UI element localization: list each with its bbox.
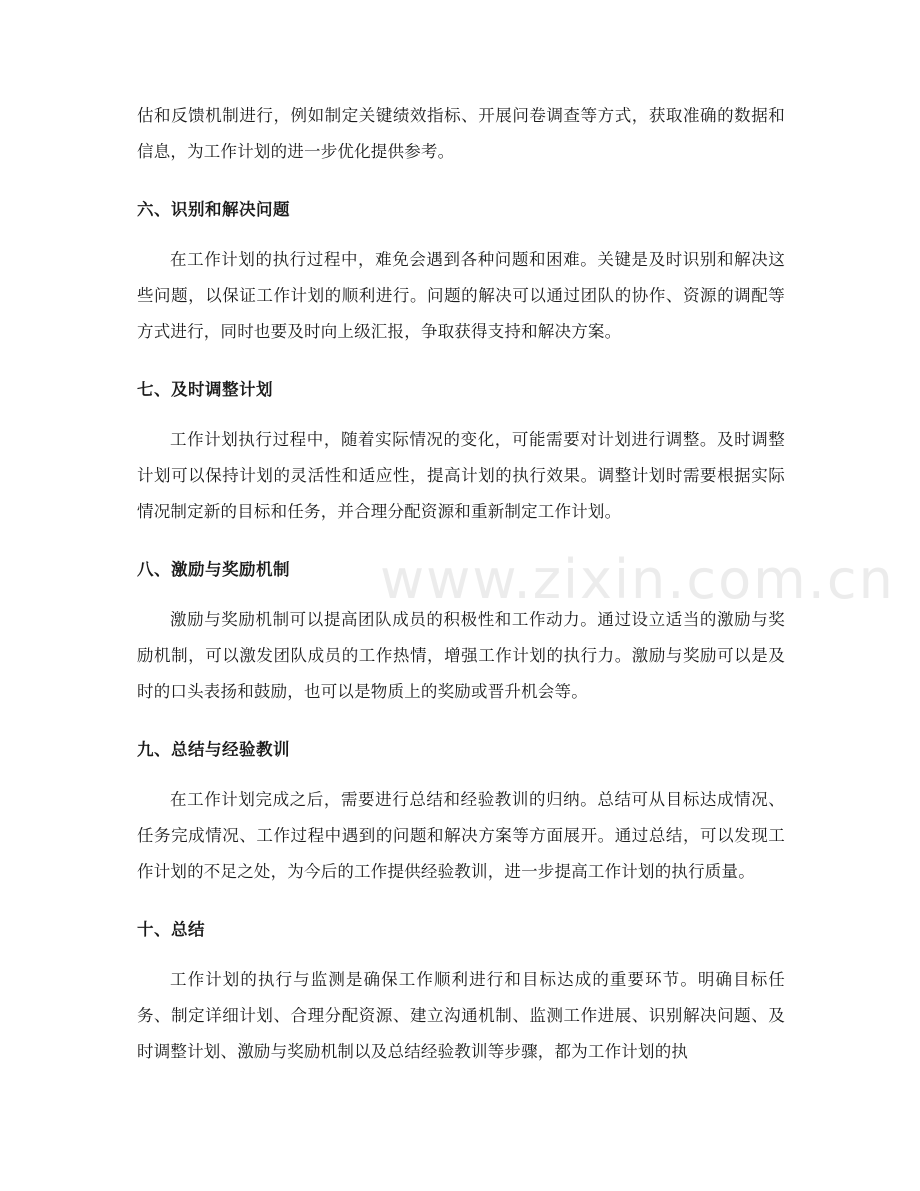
document-body xyxy=(137,98,785,1070)
intro-paragraph: 估和反馈机制进行，例如制定关键绩效指标、开展问卷调查等方式，获取准确的数据和信息，为工作计划的进一步优化提供参考。 xyxy=(137,106,785,161)
section-body-8: 激励与奖励机制可以提高团队成员的积极性和工作动力。通过设立适当的激励与奖励机制，可以激发团队成员的工作热情，增强工作计划的执行力。激励与奖励可以是及时的口头表扬和鼓励，也可以是物质上的奖励或晋升机会等。 xyxy=(137,610,785,701)
section-heading-8: 八、激励与奖励机制 xyxy=(137,560,290,579)
section-heading-9: 九、总结与经验教训 xyxy=(137,740,290,759)
section-heading-6: 六、识别和解决问题 xyxy=(137,200,290,219)
section-body-10: 工作计划的执行与监测是确保工作顺利进行和目标达成的重要环节。明确目标任务、制定详细计划、合理分配资源、建立沟通机制、监测工作进展、识别解决问题、及时调整计划、激励与奖励机制以及总结经验教训等步骤，都为工作计划的执 xyxy=(137,970,785,1061)
section-heading-10: 十、总结 xyxy=(137,920,205,939)
section-body-9: 在工作计划完成之后，需要进行总结和经验教训的归纳。总结可从目标达成情况、任务完成情况、工作过程中遇到的问题和解决方案等方面展开。通过总结，可以发现工作计划的不足之处，为今后的工作提供经验教训，进一步提高工作计划的执行质量。 xyxy=(137,790,785,881)
section-heading-7: 七、及时调整计划 xyxy=(137,380,273,399)
watermark: www.zixin.com.cn xyxy=(380,548,895,611)
section-body-7: 工作计划执行过程中，随着实际情况的变化，可能需要对计划进行调整。及时调整计划可以保持计划的灵活性和适应性，提高计划的执行效果。调整计划时需要根据实际情况制定新的目标和任务，并合理分配资源和重新制定工作计划。 xyxy=(137,430,785,521)
section-body-6: 在工作计划的执行过程中，难免会遇到各种问题和困难。关键是及时识别和解决这些问题，以保证工作计划的顺利进行。问题的解决可以通过团队的协作、资源的调配等方式进行，同时也要及时向上级汇报，争取获得支持和解决方案。 xyxy=(137,250,785,341)
